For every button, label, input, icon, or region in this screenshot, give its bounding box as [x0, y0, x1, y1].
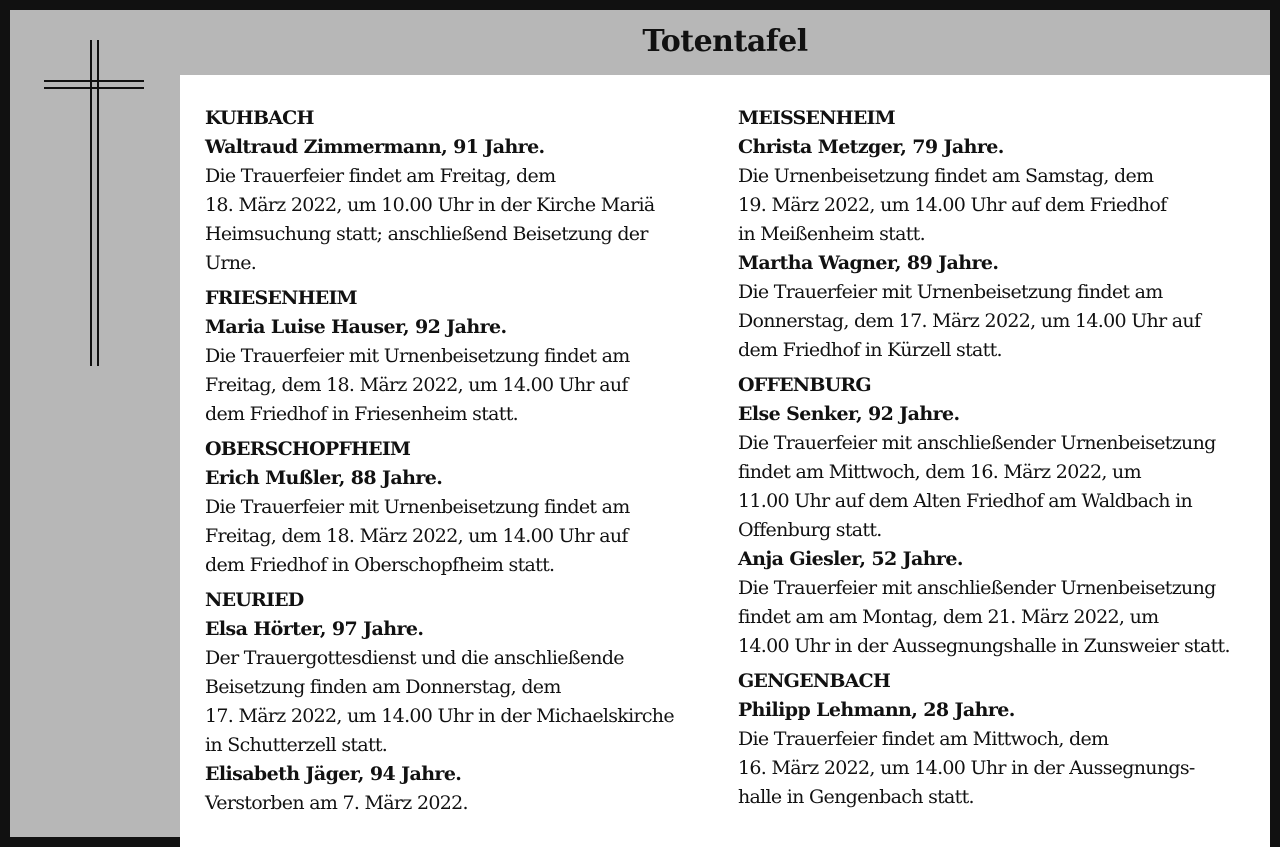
place-heading: OBERSCHOPFHEIM — [205, 438, 411, 460]
notice-line: Donnerstag, dem 17. März 2022, um 14.00 Uhr auf — [738, 310, 1201, 332]
notice-line: Heimsuchung statt; anschließend Beisetzung der — [205, 223, 648, 245]
notice-line: dem Friedhof in Kürzell statt. — [738, 339, 1002, 361]
notice-line: 14.00 Uhr in der Aussegnungshalle in Zunsweier statt. — [738, 635, 1230, 657]
notice-line: Beisetzung finden am Donnerstag, dem — [205, 676, 561, 698]
deceased-name: Else Senker, 92 Jahre. — [738, 403, 960, 425]
deceased-name: Elisabeth Jäger, 94 Jahre. — [205, 763, 462, 785]
notice-line: 18. März 2022, um 10.00 Uhr in der Kirche Mariä — [205, 194, 655, 216]
notice-line: Verstorben am 7. März 2022. — [205, 792, 468, 814]
place-section-friesenheim — [205, 284, 717, 429]
deceased-name: Anja Giesler, 52 Jahre. — [738, 548, 963, 570]
deceased-name: Elsa Hörter, 97 Jahre. — [205, 618, 424, 640]
notice-line: Die Trauerfeier mit anschließender Urnenbeisetzung — [738, 577, 1216, 599]
notice-line: 19. März 2022, um 14.00 Uhr auf dem Friedhof — [738, 194, 1167, 216]
place-section-oberschopfheim — [205, 435, 717, 580]
notice-line: Offenburg statt. — [738, 519, 882, 541]
place-heading: OFFENBURG — [738, 374, 871, 396]
notice-line: in Schutterzell statt. — [205, 734, 388, 756]
notice-line: 11.00 Uhr auf dem Alten Friedhof am Waldbach in — [738, 490, 1193, 512]
obituary-content — [180, 75, 1270, 847]
notice-line: halle in Gengenbach statt. — [738, 786, 974, 808]
place-heading: GENGENBACH — [738, 670, 891, 692]
deceased-name: Christa Metzger, 79 Jahre. — [738, 136, 1004, 158]
notice-line: Urne. — [205, 252, 257, 274]
funeral-notice — [738, 162, 1258, 249]
place-section-gengenbach — [738, 667, 1258, 812]
place-section-kuhbach — [205, 104, 717, 278]
left-column — [205, 104, 717, 818]
notice-line: Die Trauerfeier findet am Freitag, dem — [205, 165, 556, 187]
notice-line: findet am am Montag, dem 21. März 2022, um — [738, 606, 1159, 628]
notice-line: in Meißenheim statt. — [738, 223, 925, 245]
funeral-notice — [738, 725, 1258, 812]
notice-line: dem Friedhof in Oberschopfheim statt. — [205, 554, 555, 576]
notice-line: Die Trauerfeier mit Urnenbeisetzung findet am — [205, 345, 630, 367]
deceased-name: Martha Wagner, 89 Jahre. — [738, 252, 999, 274]
place-heading: FRIESENHEIM — [205, 287, 357, 309]
deceased-name: Philipp Lehmann, 28 Jahre. — [738, 699, 1015, 721]
funeral-notice — [738, 278, 1258, 365]
notice-line: Die Trauerfeier mit Urnenbeisetzung findet am — [738, 281, 1163, 303]
place-heading: NEURIED — [205, 589, 304, 611]
notice-line: Die Trauerfeier mit Urnenbeisetzung findet am — [205, 496, 630, 518]
place-section-meissenheim — [738, 104, 1258, 365]
funeral-notice — [738, 574, 1258, 661]
funeral-notice — [205, 644, 717, 760]
notice-line: dem Friedhof in Friesenheim statt. — [205, 403, 518, 425]
page-title: Totentafel — [642, 24, 808, 59]
deceased-name: Maria Luise Hauser, 92 Jahre. — [205, 316, 507, 338]
right-column — [738, 104, 1258, 812]
notice-line: 16. März 2022, um 14.00 Uhr in der Aussegnungs- — [738, 757, 1195, 779]
notice-line: findet am Mittwoch, dem 16. März 2022, um — [738, 461, 1141, 483]
notice-line: Der Trauergottesdienst und die anschließende — [205, 647, 624, 669]
notice-line: Die Urnenbeisetzung findet am Samstag, dem — [738, 165, 1154, 187]
notice-line: 17. März 2022, um 14.00 Uhr in der Michaelskirche — [205, 705, 674, 727]
place-heading: KUHBACH — [205, 107, 314, 129]
notice-line: Freitag, dem 18. März 2022, um 14.00 Uhr auf — [205, 525, 628, 547]
funeral-notice — [205, 342, 717, 429]
notice-line: Die Trauerfeier findet am Mittwoch, dem — [738, 728, 1109, 750]
notice-line: Die Trauerfeier mit anschließender Urnenbeisetzung — [738, 432, 1216, 454]
cross-icon — [44, 40, 144, 370]
place-heading: MEISSENHEIM — [738, 107, 895, 129]
funeral-notice — [205, 493, 717, 580]
funeral-notice — [738, 429, 1258, 545]
place-section-neuried — [205, 586, 717, 818]
deceased-name: Erich Mußler, 88 Jahre. — [205, 467, 443, 489]
funeral-notice — [205, 162, 717, 278]
notice-line: Freitag, dem 18. März 2022, um 14.00 Uhr auf — [205, 374, 628, 396]
funeral-notice — [205, 789, 717, 818]
place-section-offenburg — [738, 371, 1258, 661]
deceased-name: Waltraud Zimmermann, 91 Jahre. — [205, 136, 545, 158]
